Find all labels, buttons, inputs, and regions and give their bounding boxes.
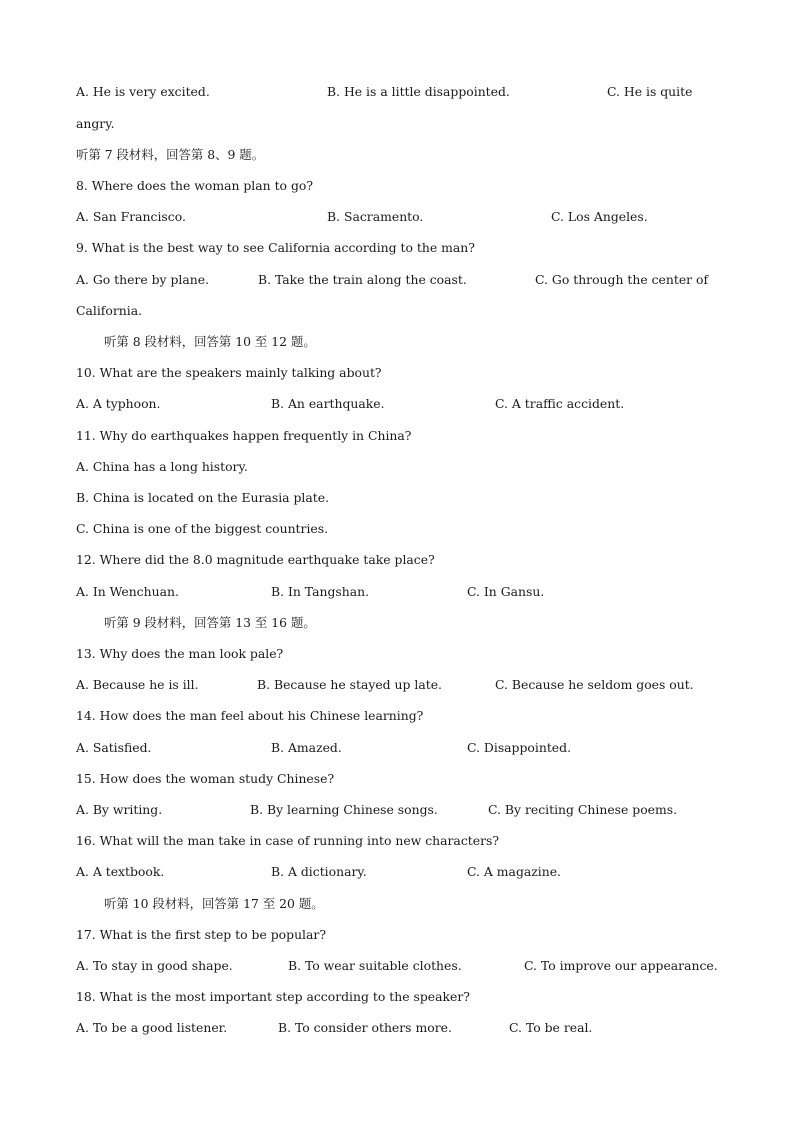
q11-option-a: A. China has a long history.: [76, 459, 248, 474]
q8-option-a: A. San Francisco.: [76, 209, 186, 224]
q10-stem: 10. What are the speakers mainly talking about?: [76, 365, 382, 380]
q9-option-a: A. Go there by plane.: [76, 272, 210, 287]
q17-option-b: B. To wear suitable clothes.: [288, 958, 462, 973]
q7-option-b: B. He is a little disappointed.: [327, 84, 510, 99]
section-10-instruction: 听第 10 段材料，回答第 17 至 20 题。: [104, 896, 324, 911]
q15-option-b: B. By learning Chinese songs.: [250, 802, 438, 817]
q10-option-a: A. A typhoon.: [76, 396, 161, 411]
q9-option-c: C. Go through the center of: [535, 272, 709, 287]
q13-option-b: B. Because he stayed up late.: [257, 677, 442, 692]
q12-stem: 12. Where did the 8.0 magnitude earthquake take place?: [76, 552, 435, 567]
q10-option-c: C. A traffic accident.: [495, 396, 625, 411]
q12-option-c: C. In Gansu.: [467, 584, 545, 599]
q14-options: [76, 738, 726, 758]
q8-option-c: C. Los Angeles.: [551, 209, 648, 224]
q16-option-b: B. A dictionary.: [271, 864, 367, 879]
q17-option-c: C. To improve our appearance.: [524, 958, 718, 973]
section-9-instruction: 听第 9 段材料，回答第 13 至 16 题。: [104, 615, 316, 630]
q16-stem: 16. What will the man take in case of running into new characters?: [76, 833, 499, 848]
q11-stem: 11. Why do earthquakes happen frequently in China?: [76, 428, 412, 443]
q11-option-b: B. China is located on the Eurasia plate.: [76, 490, 330, 505]
q18-stem: 18. What is the most important step according to the speaker?: [76, 989, 470, 1004]
q15-option-a: A. By writing.: [76, 802, 163, 817]
q18-options: [76, 1018, 726, 1038]
q15-options: [76, 800, 726, 820]
q12-option-b: B. In Tangshan.: [271, 584, 370, 599]
q8-options: [76, 207, 726, 227]
q18-option-a: A. To be a good listener.: [76, 1020, 228, 1035]
q13-option-c: C. Because he seldom goes out.: [495, 677, 694, 692]
q12-option-a: A. In Wenchuan.: [76, 584, 179, 599]
q9-stem: 9. What is the best way to see California according to the man?: [76, 240, 475, 255]
q18-option-c: C. To be real.: [509, 1020, 593, 1035]
q10-options: [76, 394, 726, 414]
q10-option-b: B. An earthquake.: [271, 396, 385, 411]
q9-options: [76, 270, 726, 290]
q7-options: [76, 82, 726, 102]
section-7-instruction: 听第 7 段材料，回答第 8、9 题。: [76, 147, 265, 162]
q17-options: [76, 956, 726, 976]
q14-option-a: A. Satisfied.: [76, 740, 152, 755]
q7-option-c: C. He is quite: [607, 84, 693, 99]
q8-option-b: B. Sacramento.: [327, 209, 424, 224]
q15-stem: 15. How does the woman study Chinese?: [76, 771, 335, 786]
q14-stem: 14. How does the man feel about his Chinese learning?: [76, 708, 424, 723]
q9-option-c-continued: California.: [76, 303, 143, 318]
q14-option-b: B. Amazed.: [271, 740, 342, 755]
q12-options: [76, 582, 726, 602]
q16-option-a: A. A textbook.: [76, 864, 165, 879]
q7-option-c-continued: angry.: [76, 116, 115, 131]
q13-options: [76, 675, 726, 695]
q15-option-c: C. By reciting Chinese poems.: [488, 802, 678, 817]
q13-option-a: A. Because he is ill.: [76, 677, 199, 692]
q18-option-b: B. To consider others more.: [278, 1020, 452, 1035]
q17-option-a: A. To stay in good shape.: [76, 958, 233, 973]
q14-option-c: C. Disappointed.: [467, 740, 572, 755]
q13-stem: 13. Why does the man look pale?: [76, 646, 284, 661]
q9-option-b: B. Take the train along the coast.: [258, 272, 467, 287]
q11-option-c: C. China is one of the biggest countries.: [76, 521, 329, 536]
q16-options: [76, 862, 726, 882]
q7-option-a: A. He is very excited.: [76, 84, 210, 99]
section-8-instruction: 听第 8 段材料，回答第 10 至 12 题。: [104, 334, 316, 349]
q16-option-c: C. A magazine.: [467, 864, 562, 879]
q17-stem: 17. What is the first step to be popular?: [76, 927, 326, 942]
q8-stem: 8. Where does the woman plan to go?: [76, 178, 313, 193]
